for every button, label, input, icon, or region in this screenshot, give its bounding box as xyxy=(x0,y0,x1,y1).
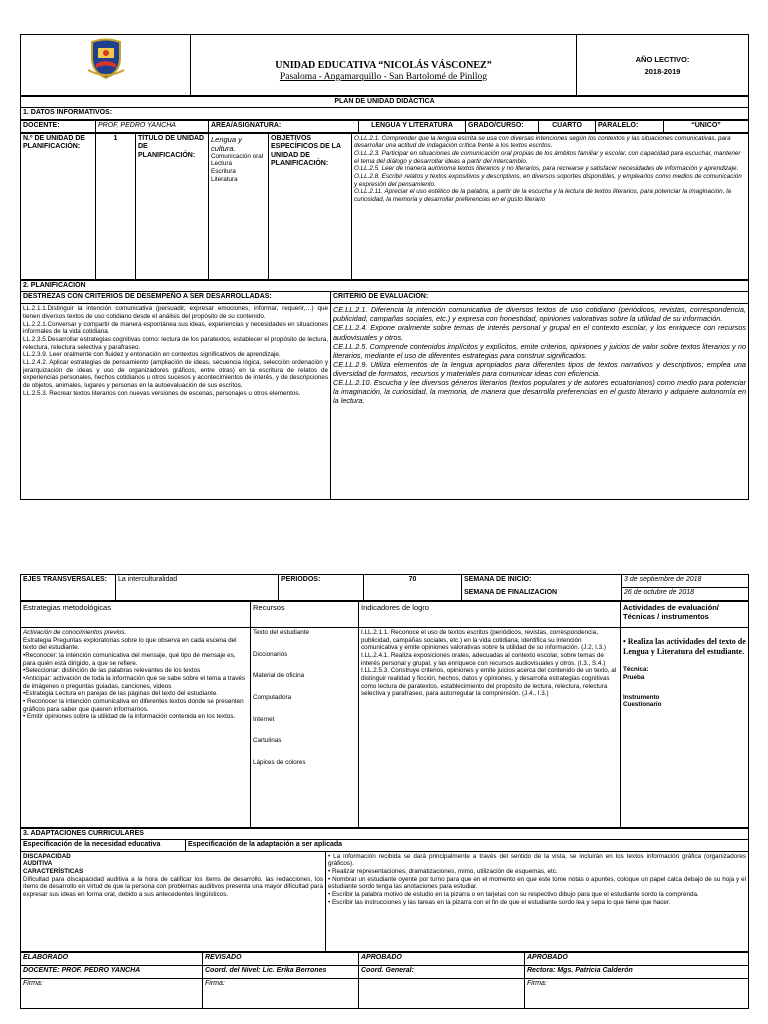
firma-field: Firma: xyxy=(525,978,749,1008)
discapacidad-tipo: AUDITIVA xyxy=(23,860,53,868)
titulo-value xyxy=(209,133,269,279)
ejes-value: La interculturalidad xyxy=(116,575,279,601)
aprobado-label: APROBADO xyxy=(359,952,525,965)
fin-label: SEMANA DE FINALIZACION xyxy=(462,588,622,601)
year-value: 2018-2019 xyxy=(644,66,681,76)
firma-rectora: Rectora: Mgs. Patricia Calderón xyxy=(525,965,749,978)
col-recursos: Recursos xyxy=(251,602,359,628)
actividades-cell xyxy=(621,628,749,828)
destrezas-label: DESTREZAS CON CRITERIOS DE DESEMPEÑO A SER DESARROLLADAS: xyxy=(21,292,331,304)
estrategia-item: • Emitir opiniones sobre la utilidad de la información contenida en los textos. xyxy=(23,713,236,721)
ejes-table xyxy=(20,574,749,601)
criterio-item: CE.LL.2.10. Escucha y lee diversos géneros literarios (textos populares y de autores ecuatorianos) como medio para potenciar la imaginación, la curiosidad, la memoria, de manera que desarrolla preferencias en el gusto literario y adquiere autonomía en la lectura. xyxy=(333,378,746,406)
criterio-item: CE.LL.2.4. Expone oralmente sobre temas de interés personal y grupal en el contexto escolar, y los enriquece con recursos audiovisuales y otros. xyxy=(333,323,746,342)
section-planificacion: 2. PLANIFICACIÓN xyxy=(21,280,749,291)
info-table xyxy=(20,96,749,120)
school-shield-icon xyxy=(86,36,126,80)
estrategia-item: •Seleccionar: distinción de las palabras relevantes de los textos xyxy=(23,667,201,675)
titulo-item: Lectura xyxy=(211,160,233,168)
recurso-item: Material de oficina xyxy=(253,672,305,680)
area-value: LENGUA Y LITERATURA xyxy=(359,120,466,132)
area-label: ÁREA/ASIGNATURA: xyxy=(209,120,359,132)
estrategias-table xyxy=(20,601,749,828)
inicio-value: 3 de septiembre de 2018 xyxy=(622,575,749,588)
logo-cell xyxy=(21,35,191,96)
adaptacion-item: • Escribir la palabra motivo de estudio en la pizarra o en tarjetas con su respectivo dibujo para que el estudiante sordo la comprenda. xyxy=(328,891,699,899)
instrumento-value: Cuestionario xyxy=(623,701,662,709)
firma-field: Firma: xyxy=(21,978,203,1008)
fin-value: 26 de octubre de 2018 xyxy=(622,588,749,601)
unidad-row xyxy=(20,133,749,280)
adaptacion-item: • Escribir las instrucciones y las tareas en la pizarra con el fin de que el estudiante sordo lea y sepa lo que tiene que hacer. xyxy=(328,898,671,906)
necesidad-cell xyxy=(21,851,326,951)
school-name: UNIDAD EDUCATIVA “NICOLÁS VÁSCONEZ” xyxy=(275,59,492,71)
estrategias-list xyxy=(21,628,251,828)
docente-row xyxy=(20,120,749,133)
planificacion-table xyxy=(20,280,749,500)
indicador-item: I.LL.2.1.1. Reconoce el uso de textos escritos (periódicos, revistas, correspondencia, publicidad, campañas sociales, etc.) en la vida cotidiana, identifica su intención comunicativa y emite opiniones valorativas sobre la utilidad de su información. (J.2, I.3.) xyxy=(361,629,606,652)
adaptacion-item: • La información recibida se dará principalmente a través del sentido de la vista, se incluirán en los textos información gráfica (organizadores gráficos). xyxy=(328,852,746,868)
destreza-item: LL.2.3.9. Leer oralmente con fluidez y entonación en contextos significativos de aprendizaje. xyxy=(23,351,281,359)
titulo-main: Lengua y cultura. xyxy=(211,134,242,153)
year-label: AÑO LECTIVO: xyxy=(635,54,690,64)
tecnica-value: Prueba xyxy=(623,673,645,681)
firma-field-empty xyxy=(359,978,525,1008)
criterio-item: CE.LL.2.5. Comprende contenidos implícitos y explícitos, emite criterios, opiniones y juicios de valor sobre textos literarios y no literarios, mediante el uso de diferentes estrategias para construir significados. xyxy=(333,341,746,360)
estrategia-item: •Reconocer: la intención comunicativa del mensaje, qué tipo de mensaje es, para quién está dirigido, a que se refiere. xyxy=(23,652,236,667)
criterios-list xyxy=(331,304,749,500)
estrategia-item: Estrategia Preguntas exploratorias sobre lo que observa en cada escena del texto del estudiante. xyxy=(23,636,237,652)
docente-value: PROF. PEDRO YANCHA xyxy=(96,120,209,132)
adaptaciones-list xyxy=(326,851,749,951)
plan-title: PLAN DE UNIDAD DIDÁCTICA xyxy=(21,97,749,108)
docente-label: DOCENTE: xyxy=(21,120,96,132)
instrumento-label: Instrumento xyxy=(623,693,660,701)
necesidad-descripcion: Dificultad para discapacidad auditiva a la hora de calificar los ítems de desarrollo, las redacciones, los ítems de desarrollo en virtud de que la persona con problemas auditivos presenta una mayor dificultad para expresar sus ideas en forma oral, debido a sus antecedentes lingüísticos. xyxy=(23,875,323,899)
tecnica-label: Técnica: xyxy=(623,666,649,674)
header-table xyxy=(20,34,749,96)
recurso-item: Cartulinas xyxy=(253,737,282,745)
adapt-col2: Especificación de la adaptación a ser aplicada xyxy=(186,840,749,851)
recurso-item: Lápices de colores xyxy=(253,759,306,767)
adaptacion-item: • Nombrar un estudiante oyente por turno para que en el momento en que este tome notas o apuntes, coloque un papel calca debajo de su hoja y el estudiante sordo tenga las anotaciones para estudiar. xyxy=(328,875,746,891)
indicador-item: I.LL.2.5.3. Construye criterios, opiniones y emite juicios acerca del contenido de un texto, al distinguir realidad y ficción, hechos, datos y opiniones, y desarrolla estrategias cognitivas como lectura de paratextos, establecimiento del propósito de lectura, relectura, relectura selectiva y parafraseo, para autorregular la comprensión. (J.4., I.3.) xyxy=(361,667,617,698)
titulo-item: Escritura xyxy=(211,168,236,176)
elaborado-label: ELABORADO xyxy=(21,952,203,965)
destreza-item: LL.2.3.5.Desarrollar estrategias cognitivas como: lectura de los paratextos, establecer el propósito de lectura, relectura, relectura selectiva y parafraseo. xyxy=(23,335,328,351)
indicador-item: I.LL.2.4.1. Realiza exposiciones orales, adecuadas al contexto escolar, sobre temas de interés personal y grupal, y las enriquece con recursos audiovisuales y otros. (I.3., S.4.) xyxy=(361,652,606,667)
destreza-item: LL.2.2.1.Conversar y compartir de manera espontánea sus ideas, experiencias y necesidades en situaciones informales de la vida cotidiana. xyxy=(23,320,328,336)
periodos-value: 70 xyxy=(364,575,462,601)
firma-field: Firma: xyxy=(203,978,359,1008)
firma-coord-general: Coord. General: xyxy=(359,965,525,978)
objetivo-item: O.LL.2.3. Participar en situaciones de comunicación oral propias de los ámbitos familiar y escolar, con capacidad para escuchar, mantener el tema del diálogo y desarrollar ideas a partir del intercambio. xyxy=(354,150,741,165)
destrezas-list xyxy=(21,304,331,500)
titulo-label: TÍTULO DE UNIDAD DE PLANIFICACIÓN: xyxy=(136,133,209,279)
estrategias-heading: Activación de conocimientos previos. xyxy=(23,629,127,636)
criterio-item: CE.LL.2.9. Utiliza elementos de la lengua apropiados para diferentes tipos de textos narrativos y descriptivos; emplea una diversidad de formatos, recursos y materiales para comunicar ideas con eficiencia. xyxy=(333,359,746,378)
estrategia-item: •Estrategia Lectura en parejas de las páginas del texto del estudiante. xyxy=(23,690,219,698)
destreza-item: LL.2.5.3. Recrear textos literarios con nuevas versiones de escenas, personajes u otros elementos. xyxy=(23,389,301,397)
estrategia-item: • Reconocer la intención comunicativa en diferentes textos donde se presenten gráficos para saber que quieren informarnos. xyxy=(23,698,244,713)
objetivo-item: O.LL.2.5. Leer de manera autónoma textos literarios y no literarios, para recrearse y satisfacer necesidades de información y aprendizaje. xyxy=(354,165,739,173)
criterio-label: CRITERIO DE EVALUACIÓN: xyxy=(331,292,749,304)
indicadores-list xyxy=(359,628,621,828)
firma-coord-nivel: Coord. del Nivel: Lic. Erika Berrones xyxy=(203,965,359,978)
inicio-label: SEMANA DE INICIO: xyxy=(462,575,622,588)
recurso-item: Texto del estudiante xyxy=(253,629,310,636)
periodos-label: PERIODOS: xyxy=(279,575,364,601)
objetivo-item: O.LL.2.11. Apreciar el uso estético de la palabra, a partir de la escucha y la lectura de textos literarios, para potenciar la imaginación, la curiosidad, la memoria y desarrollar preferencias en el gusto literario xyxy=(354,188,731,204)
adapt-col1: Especificación de la necesidad educativa xyxy=(21,840,186,851)
paralelo-label: PARALELO: xyxy=(596,120,664,132)
objetivo-item: O.LL.2.1. Comprender que la lengua escrita se usa con diversas intenciones según los contextos y las situaciones comunicativas, para desarrollar una actitud de indagación crítica frente a los textos escritos. xyxy=(354,134,731,150)
recurso-item: Computadora xyxy=(253,694,292,702)
section-adaptaciones: 3. ADAPTACIONES CURRICULARES xyxy=(21,829,749,840)
grado-label: GRADO/CURSO: xyxy=(466,120,539,132)
section-datos-informativos: 1. DATOS INFORMATIVOS: xyxy=(21,108,749,119)
revisado-label: REVISADO xyxy=(203,952,359,965)
adaptacion-item: • Realizar representaciones, dramatizaciones, mimo, utilización de esquemas, etc. xyxy=(328,868,558,876)
plan-page-2 xyxy=(20,574,748,1009)
discapacidad-label: DISCAPACIDAD xyxy=(23,852,71,860)
recurso-item: Internet xyxy=(253,715,275,723)
ejes-label: EJES TRANSVERSALES: xyxy=(21,575,116,601)
objetivos-label: OBJETIVOS ESPECÍFICOS DE LA UNIDAD DE PLANIFICACIÓN: xyxy=(269,133,352,279)
recurso-item: Diccionarios xyxy=(253,650,288,658)
criterio-item: CE.LL.2.1. Diferencia la intención comunicativa de diversos textos de uso cotidiano (periódicos, revistas, correspondencia, publicidad, campañas sociales, etc.) y expresa con honestidad, opiniones valorativas sobre la utilidad de su información. xyxy=(333,305,746,324)
titulo-item: Literatura xyxy=(211,175,238,183)
unidad-value: 1 xyxy=(96,133,136,279)
objetivo-item: O.LL.2.8. Escribir relatos y textos expositivos y descriptivos, en diversos soportes disponibles, y emplearlos como medios de comunicación y expresión del pensamiento. xyxy=(354,173,742,188)
destreza-item: LL.2.4.2. Aplicar estrategias de pensamiento (ampliación de ideas, secuencia lógica, selección ordenación y jerarquización de ideas y uso de organizadores gráficos, entre otras) en la escritura de relatos de experiencias personales, hechos cotidianos u otros sucesos y acontecimientos de interés, y de descripciones de objetos, animales, lugares y personas en la autoevaluación de sus escritos. xyxy=(23,358,328,389)
school-address: Pasaloma - Angamarquillo - San Bartolomé de Pinllog xyxy=(279,71,488,82)
adaptaciones-table xyxy=(20,828,749,952)
aprobado-label-2: APROBADO xyxy=(525,952,749,965)
paralelo-value: “ÚNICO” xyxy=(664,120,749,132)
col-actividades: Actividades de evaluación/ Técnicas / instrumentos xyxy=(621,602,749,628)
firma-docente: DOCENTE: PROF. PEDRO YANCHA xyxy=(21,965,203,978)
recursos-list xyxy=(251,628,359,828)
grado-value: CUARTO xyxy=(539,120,596,132)
unidad-label: N.º DE UNIDAD DE PLANIFICACIÓN: xyxy=(21,133,96,279)
destreza-item: LL.2.1.1.Distinguir la intención comunicativa (persuadir, expresar emociones, informar, requerir,…) que tienen diversos textos de uso cotidiano desde el análisis del propósito de su contenido. xyxy=(23,305,328,320)
col-indicadores: Indicadores de logro xyxy=(359,602,621,628)
col-estrategias: Estrategias metodológicas xyxy=(21,602,251,628)
objetivos-list xyxy=(352,133,749,279)
firmas-table xyxy=(20,952,749,1009)
estrategia-item: •Anticipar: activación de toda la información que se sabe sobre el tema a través de imágenes o preguntas guiadas, canciones, videos xyxy=(23,675,246,690)
plan-page-1 xyxy=(20,34,748,500)
actividad-main: • Realiza las actividades del texto de Lengua y Literatura del estudiante. xyxy=(623,637,746,656)
titulo-item: Comunicación oral xyxy=(211,152,264,160)
caracteristicas-label: CARACTERÍSTICAS xyxy=(23,868,84,876)
